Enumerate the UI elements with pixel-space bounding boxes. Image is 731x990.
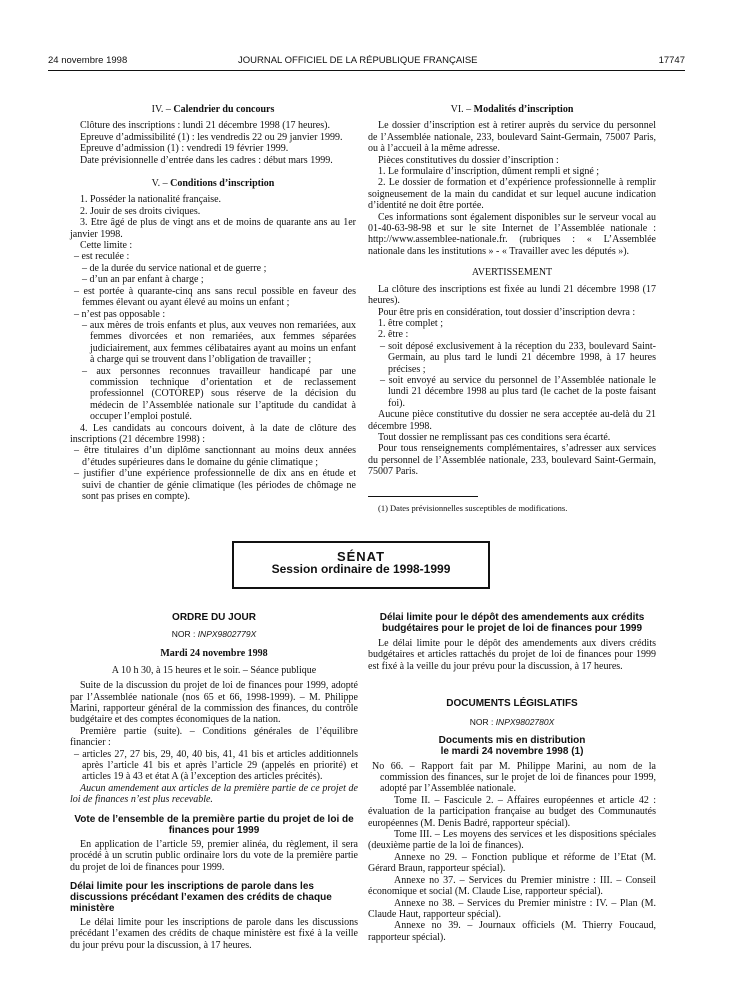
avertissement-item: – soit déposé exclusivement à la réception du 233, boulevard Saint-Germain, au plus tard le lundi 21 décembre 1998, à 17 heures précises ; xyxy=(380,340,656,375)
avertissement-item: 2. être : xyxy=(378,329,409,341)
documents-list xyxy=(368,761,656,944)
amendements-text: Le délai limite pour le dépôt des amendements aux divers crédits budgétaires et articles rattachés du projet de loi de finances pour 1999 est fixé à la veille du jour prévu pour la discussion, à 17 heures. xyxy=(368,638,656,672)
documents-nor xyxy=(368,717,656,728)
document-item: No 66. – Rapport fait par M. Philippe Marini, au nom de la commission des finances, sur le projet de loi de finances pour 1999, adopté par l’Assemblée nationale. xyxy=(372,760,656,795)
senat-title: SÉNAT xyxy=(336,549,386,564)
documents-nor-label: NOR : xyxy=(469,717,494,728)
delai-heading: Délai limite pour les inscriptions de parole dans les discussions précédant l’examen des crédits de chaque ministère xyxy=(70,880,332,914)
condition-item: – n’est pas opposable : xyxy=(74,308,166,320)
condition-item: 4. Les candidats au concours doivent, à la date de clôture des inscriptions (21 décembre 1998) : xyxy=(70,422,356,445)
section-5-title: Conditions d’inscription xyxy=(170,178,275,190)
avertissement-item: Tout dossier ne remplissant pas ces conditions sera écarté. xyxy=(378,431,611,443)
avertissement-body xyxy=(368,284,656,478)
documents-column xyxy=(368,612,656,943)
document-item: Annexe no 38. – Services du Premier ministre : IV. – Plan (M. Claude Haut, rapporteur spécial). xyxy=(368,897,656,920)
condition-item: 3. Etre âgé de plus de vingt ans et de moins de quarante ans au 1er janvier 1998. xyxy=(70,217,356,240)
ordre-du-jour-paragraph: Aucun amendement aux articles de la première partie de ce projet de loi de finances n’est plus recevable. xyxy=(70,782,358,806)
distribution-heading xyxy=(368,735,656,757)
condition-item: – aux personnes reconnues travailleur handicapé par une commission technique d’orientation et de reclassement professionnel (COTOREP) sous réserve de la décision du médecin de l’Assemblée nationale sur l’aptitude du candidat à occuper l’emploi postulé. xyxy=(82,365,356,423)
document-item: Tome III. – Les moyens des services et les dispositions spéciales (deuxième partie de la loi de finances). xyxy=(368,829,656,852)
section-6-number: VI. – xyxy=(450,104,472,115)
avertissement-item: Pour être pris en considération, tout dossier d’inscription devra : xyxy=(378,306,636,318)
ordre-du-jour-column xyxy=(70,612,358,951)
section-4-title: Calendrier du concours xyxy=(173,104,275,115)
calendar-line: Epreuve d’admission (1) : vendredi 19 février 1999. xyxy=(80,143,289,155)
ordre-du-jour-title: ORDRE DU JOUR xyxy=(172,612,256,623)
document-item: Tome II. – Fascicule 2. – Affaires européennes et article 42 : évaluation de la participation française au budget des Communautés européennes (M. Denis Badré, rapporteur spécial). xyxy=(368,794,656,829)
left-column xyxy=(70,104,356,502)
section-4-number: IV. – xyxy=(151,104,171,115)
document-item: Annexe no 39. – Journaux officiels (M. Thierry Foucaud, rapporteur spécial). xyxy=(368,920,656,943)
distribution-line-2: le mardi 24 novembre 1998 (1) xyxy=(440,745,584,757)
condition-item: 2. Jouir de ses droits civiques. xyxy=(80,205,201,217)
calendar-line: Clôture des inscriptions : lundi 21 décembre 1998 (17 heures). xyxy=(80,120,330,132)
section-5-heading xyxy=(70,178,356,189)
section-6-title: Modalités d’inscription xyxy=(473,104,574,115)
right-column xyxy=(368,104,656,514)
condition-item: – justifier d’une expérience professionnelle de dix ans en étude et suivi de chantier de génie climatique (les périodes de chômage ne sont pas prises en compte). xyxy=(74,468,356,502)
delai-text: Le délai limite pour les inscriptions de parole dans les discussions précédant l’examen des crédits de chaque ministère est fixé à la veille du jour prévu pour la discussion, à 17 heures. xyxy=(70,916,358,951)
footnote-rule xyxy=(368,496,478,497)
condition-item: – aux mères de trois enfants et plus, aux veuves non remariées, aux femmes divorcées et non remariées, aux femmes séparées judiciairement, aux femmes célibataires ayant au moins un enfant à charge qui se trouvent dans l’obligation de travailler ; xyxy=(82,319,356,366)
section-6-body xyxy=(368,120,656,257)
nor-reference xyxy=(70,629,358,640)
documents-heading: DOCUMENTS LÉGISLATIFS xyxy=(446,698,578,710)
seance-date: Mardi 24 novembre 1998 xyxy=(160,648,268,660)
condition-item: Cette limite : xyxy=(80,240,133,252)
condition-item: 1. Posséder la nationalité française. xyxy=(80,194,222,206)
page-header xyxy=(48,55,685,69)
condition-item: – est reculée : xyxy=(74,251,130,263)
modalite-item: Pièces constitutives du dossier d’inscription : xyxy=(378,154,559,166)
section-6-heading xyxy=(368,104,656,115)
section-4-body xyxy=(70,120,356,166)
document-item: Annexe no 29. – Fonction publique et réforme de l’Etat (M. Gérard Braun, rapporteur spécial). xyxy=(368,851,656,875)
vote-text: En application de l’article 59, premier alinéa, du règlement, il sera procédé à un scrutin public ordinaire lors du vote de la première partie du projet de loi de finances pour 1999. xyxy=(70,838,358,873)
section-5-number: V. – xyxy=(151,178,168,190)
avertissement-heading: AVERTISSEMENT xyxy=(471,267,553,279)
seance-time: A 10 h 30, à 15 heures et le soir. – Séance publique xyxy=(111,664,317,676)
senat-banner xyxy=(232,541,490,589)
condition-item: – d’un an par enfant à charge ; xyxy=(82,274,204,286)
ordre-du-jour-body xyxy=(70,680,358,805)
modalite-item: 2. Le dossier de formation et d’expérience professionnelle à remplir soigneusement de la main du candidat et sur lequel aucune indication d’identité ne doit être portée. xyxy=(368,177,656,212)
ordre-du-jour-paragraph: – articles 27, 27 bis, 29, 40, 40 bis, 41, 41 bis et articles additionnels après l’article 41 bis et après l’article 29 (appelés en priorité) et articles 19 à 43 et état A (à l’exception des articles précités). xyxy=(74,748,358,783)
condition-item: – être titulaires d’un diplôme sanctionnant au moins deux années d’études supérieures dans le domaine du génie climatique ; xyxy=(74,445,356,468)
amendements-heading: Délai limite pour le dépôt des amendements aux crédits budgétaires pour le projet de loi de finances pour 1999 xyxy=(379,612,645,634)
avertissement-item: Pour tous renseignements complémentaires, s’adresser aux services du personnel de l’Assemblée nationale, 233, boulevard Saint-Germain, 75007 Paris. xyxy=(368,443,656,478)
calendar-line: Date prévisionnelle d’entrée dans les cadres : début mars 1999. xyxy=(80,154,333,166)
ordre-du-jour-paragraph: Première partie (suite). – Conditions générales de l’équilibre financier : xyxy=(70,725,358,749)
condition-item: – est portée à quarante-cinq ans sans recul possible en faveur des femmes élevant ou ayant élevé au moins un enfant ; xyxy=(74,285,356,309)
documents-nor-value: INPX9802780X xyxy=(495,717,555,728)
modalite-item: Le dossier d’inscription est à retirer auprès du service du personnel de l’Assemblée nationale, 233, boulevard Saint-Germain, 75007 Paris, ou à l’accueil à la même adresse. xyxy=(368,120,656,155)
header-date: 24 novembre 1998 xyxy=(48,55,128,66)
avertissement-item: 1. être complet ; xyxy=(378,317,443,329)
modalite-item: 1. Le formulaire d’inscription, dûment rempli et signé ; xyxy=(378,166,600,178)
avertissement-item: – soit envoyé au service du personnel de l’Assemblée nationale le lundi 21 décembre 1998 au plus tard (le cachet de la poste faisant foi). xyxy=(380,374,656,409)
senat-session: Session ordinaire de 1998-1999 xyxy=(271,562,451,577)
section-5-body xyxy=(70,194,356,502)
journal-title: JOURNAL OFFICIEL DE LA RÉPUBLIQUE FRANÇAISE xyxy=(238,55,478,66)
vote-heading: Vote de l’ensemble de la première partie du projet de loi de finances pour 1999 xyxy=(74,813,354,836)
section-4-heading xyxy=(70,104,356,115)
ordre-du-jour-paragraph: Suite de la discussion du projet de loi de finances pour 1999, adopté par l’Assemblée nationale (nos 65 et 66, 1998-1999). – M. Philippe Marini, rapporteur général de la commission des finances, du contrôle budgétaire et des comptes économiques de la nation. xyxy=(70,680,358,726)
page-number: 17747 xyxy=(658,55,685,66)
condition-item: – de la durée du service national et de guerre ; xyxy=(82,262,267,274)
footnote: (1) Dates prévisionnelles susceptibles de modifications. xyxy=(378,502,568,513)
nor-label: NOR : xyxy=(171,629,196,639)
header-rule xyxy=(48,70,685,71)
nor-value: INPX9802779X xyxy=(197,629,257,639)
document-item: Annexe no 37. – Services du Premier ministre : III. – Conseil économique et social (M. Claude Lise, rapporteur spécial). xyxy=(368,874,656,898)
calendar-line: Epreuve d’admissibilité (1) : les vendredis 22 ou 29 janvier 1999. xyxy=(80,131,343,143)
avertissement-item: Aucune pièce constitutive du dossier ne sera acceptée au-delà du 21 décembre 1998. xyxy=(368,409,656,432)
avertissement-item: La clôture des inscriptions est fixée au lundi 21 décembre 1998 (17 heures). xyxy=(368,283,656,307)
distribution-line-1: Documents mis en distribution xyxy=(438,734,586,746)
modalite-item: Ces informations sont également disponibles sur le serveur vocal au 01-40-63-98-98 et sur le site Internet de l’Assemblée nationale : http://www.assemblee-nationale.fr. (rubriques : « L’Assemblée nationale dans les institutions » - « Travailler avec les députés »). xyxy=(368,211,656,257)
